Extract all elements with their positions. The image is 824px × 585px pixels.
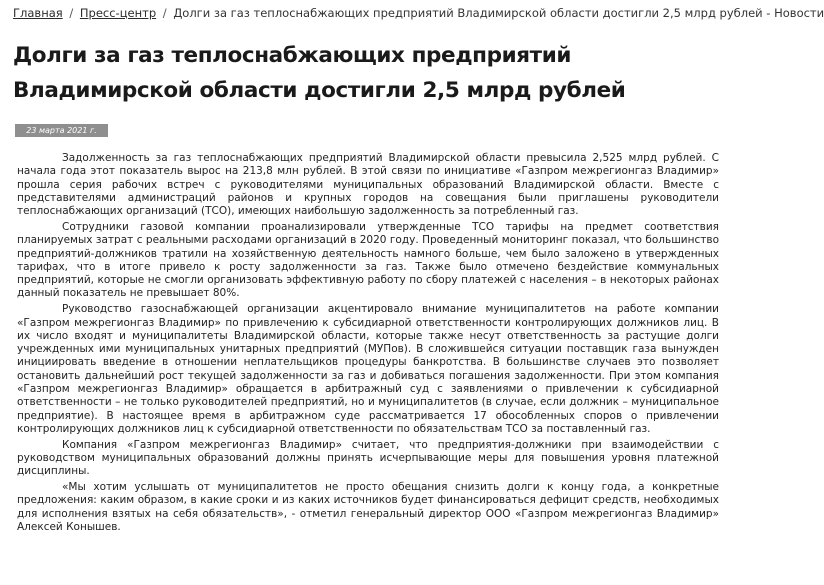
article-paragraph: Задолженность за газ теплоснабжающих предприятий Владимирской области превысила 2,525 млрд рублей. С начала года этот показатель вырос на 213,8 млн рублей. В этой связи по инициативе «Газпром межрегионгаз Владимир» прошла серия рабочих встреч с руководителями муниципальных образований Владимирской области. Вместе с представителями администраций районов и крупных городов на совещания были приглашены руководители теплоснабжающих организаций (ТСО), имеющих наибольшую задолженность за потребленный газ. (17, 152, 719, 218)
article-paragraph: Сотрудники газовой компании проанализировали утвержденные ТСО тарифы на предмет соответствия планируемых затрат с реальными расходами организаций в 2020 году. Проведенный мониторинг показал, что большинство предприятий-должников тратили на хозяйственную деятельность намного больше, чем было заложено в утвержденных тарифах, что в итоге привело к росту задолженности за газ. Также было отмечено бездействие коммунальных предприятий, которые не смогли организовать эффективную работу по сбору платежей с населения – в некоторых районах данный показатель не превышает 80%. (17, 220, 719, 300)
article-body (17, 152, 719, 537)
breadcrumb-separator: / (69, 6, 74, 20)
article-paragraph: «Мы хотим услышать от муниципалитетов не просто обещания снизить долги к концу года, а конкретные предложения: каким образом, в какие сроки и из каких источников будет финансироваться дефицит средств, необходимых для исполнения взятых на себя обязательств», - отметил генеральный директор ООО «Газпром межрегионгаз Владимир» Алексей Конышев. (17, 481, 719, 534)
breadcrumb-current: Долги за газ теплоснабжающих предприятий Владимирской области достигли 2,5 млрд рублей - Новости (173, 6, 824, 20)
breadcrumb-home-link[interactable]: Главная (13, 6, 63, 20)
date-badge: 23 марта 2021 г. (15, 124, 108, 137)
article-paragraph: Руководство газоснабжающей организации акцентировало внимание муниципалитетов на работе компании «Газпром межрегионгаз Владимир» по привлечению к субсидиарной ответственности контролирующих должников лиц. В их число входят и муниципалитеты Владимирской области, которые также несут ответственность за растущие долги учрежденных ими муниципальных унитарных предприятий (МУПов). В сложившейся ситуации поставщик газа вынужден инициировать введение в отношении неплательщиков процедуры банкротства. В большинстве случаев это позволяет остановить дальнейший рост текущей задолженности за газ и добиваться погашения задолженности. При этом компания «Газпром межрегионгаз Владимир» обращается в арбитражный суд с заявлениями о привлечении к субсидиарной ответственности – не только руководителей предприятий, но и муниципалитетов (в случае, если должник – муниципальное предприятие). В настоящее время в арбитражном суде рассматривается 17 обособленных споров о привлечении контролирующих должников лиц к субсидиарной ответственности по обязательствам ТСО за поставленный газ. (17, 303, 719, 435)
breadcrumb (13, 4, 824, 22)
article-paragraph: Компания «Газпром межрегионгаз Владимир» считает, что предприятия-должники при взаимодействии с руководством муниципальных образований должны принять исчерпывающие меры для повышения уровня платежной дисциплины. (17, 438, 719, 478)
page-title: Долги за газ теплоснабжающих предприятий Владимирской области достигли 2,5 млрд рублей (13, 43, 626, 103)
breadcrumb-separator: / (162, 6, 167, 20)
breadcrumb-press-center-link[interactable]: Пресс-центр (79, 6, 157, 20)
